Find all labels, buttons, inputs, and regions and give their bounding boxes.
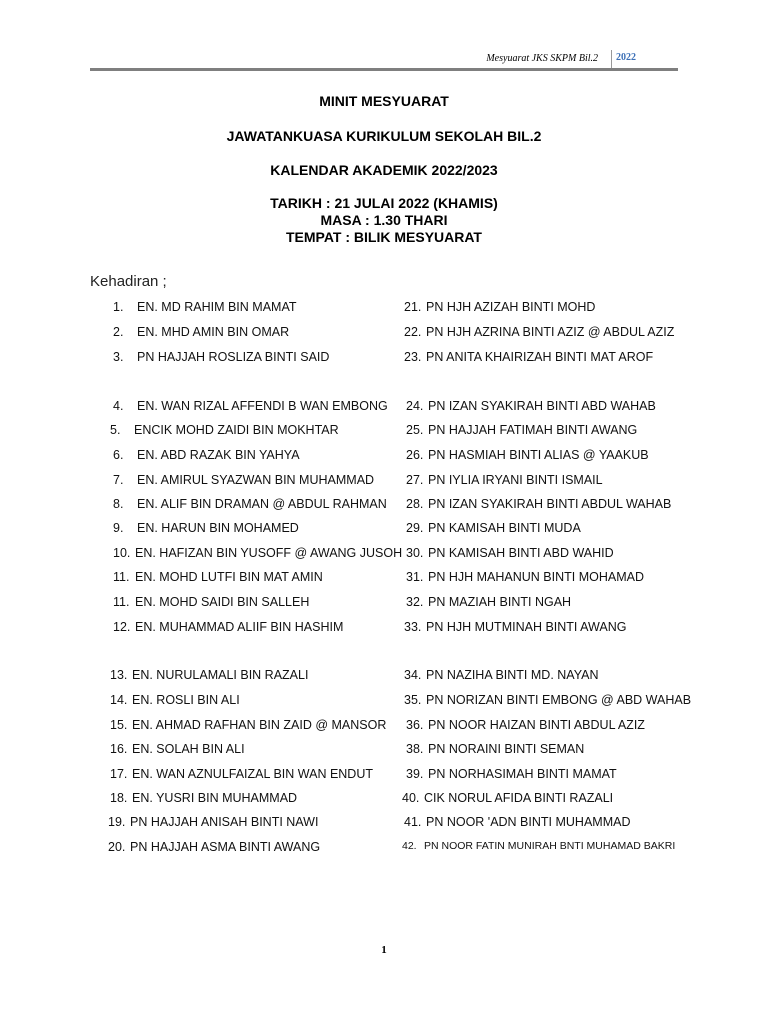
attendee-row: [110, 668, 308, 682]
attendee-row: [406, 497, 671, 511]
attendee-name: PN NOOR 'ADN BINTI MUHAMMAD: [426, 815, 631, 829]
attendee-number: 10.: [113, 546, 131, 560]
attendee-number: 14.: [110, 693, 128, 707]
attendee-row: [406, 595, 571, 609]
attendee-row: [406, 718, 645, 732]
attendee-row: [406, 570, 644, 584]
attendee-name: EN. MHD AMIN BIN OMAR: [137, 325, 290, 339]
attendee-row: [110, 718, 386, 732]
attendee-row: [406, 399, 656, 413]
attendee-row: [113, 473, 374, 487]
attendee-row: [108, 815, 318, 829]
attendee-number: 41.: [404, 815, 422, 829]
attendee-number: 35.: [404, 693, 422, 707]
attendee-row: [404, 815, 630, 829]
attendee-row: [404, 693, 691, 707]
attendee-number: 11.: [113, 595, 130, 609]
attendee-number: 25.: [406, 423, 424, 437]
attendee-row: [113, 595, 309, 609]
attendee-row: [406, 423, 637, 437]
attendee-number: 16.: [110, 742, 128, 756]
attendee-name: EN. SOLAH BIN ALI: [132, 742, 245, 756]
attendee-row: [110, 742, 245, 756]
attendee-name: EN. HARUN BIN MOHAMED: [137, 521, 299, 535]
attendee-number: 18.: [110, 791, 128, 805]
attendee-number: 40.: [402, 791, 420, 805]
attendee-number: 6.: [113, 448, 124, 462]
attendee-name: PN HASMIAH BINTI ALIAS @ YAAKUB: [428, 448, 649, 462]
attendee-row: [110, 693, 240, 707]
attendee-row: [110, 423, 339, 437]
attendee-name: PN NOOR FATIN MUNIRAH BNTI MUHAMAD BAKRI: [424, 840, 676, 852]
attendee-row: [113, 570, 323, 584]
attendee-name: PN NORHASIMAH BINTI MAMAT: [428, 767, 617, 781]
attendee-name: EN. MD RAHIM BIN MAMAT: [137, 300, 297, 314]
attendee-name: EN. ALIF BIN DRAMAN @ ABDUL RAHMAN: [137, 497, 387, 511]
calendar-title: KALENDAR AKADEMIK 2022/2023: [270, 162, 498, 178]
attendee-number: 34.: [404, 668, 422, 682]
header-separator: [611, 50, 612, 68]
attendee-number: 11.: [113, 570, 130, 584]
attendee-name: PN NORIZAN BINTI EMBONG @ ABD WAHAB: [426, 693, 692, 707]
attendee-name: EN. ABD RAZAK BIN YAHYA: [137, 448, 300, 462]
attendee-name: EN. HAFIZAN BIN YUSOFF @ AWANG JUSOH: [135, 546, 403, 560]
attendee-name: PN NAZIHA BINTI MD. NAYAN: [426, 668, 599, 682]
attendee-name: PN HJH AZIZAH BINTI MOHD: [426, 300, 596, 314]
attendee-row: [402, 840, 675, 852]
attendee-row: [113, 546, 402, 560]
attendee-number: 32.: [406, 595, 424, 609]
attendee-row: [113, 300, 297, 314]
attendee-name: EN. MOHD SAIDI BIN SALLEH: [135, 595, 310, 609]
attendee-name: CIK NORUL AFIDA BINTI RAZALI: [424, 791, 614, 805]
attendee-row: [402, 791, 613, 805]
attendee-number: 24.: [406, 399, 424, 413]
attendee-row: [404, 325, 674, 339]
meeting-venue: TEMPAT : BILIK MESYUARAT: [286, 229, 482, 245]
attendee-name: EN. ROSLI BIN ALI: [132, 693, 240, 707]
page-header: [90, 50, 678, 68]
attendee-number: 23.: [404, 350, 422, 364]
attendee-number: 21.: [404, 300, 422, 314]
meeting-date: TARIKH : 21 JULAI 2022 (KHAMIS): [270, 195, 498, 211]
attendee-row: [110, 767, 373, 781]
attendee-row: [113, 497, 387, 511]
attendee-name: PN KAMISAH BINTI ABD WAHID: [428, 546, 614, 560]
attendee-number: 12.: [113, 620, 131, 634]
attendee-name: PN HJH AZRINA BINTI AZIZ @ ABDUL AZIZ: [426, 325, 675, 339]
attendee-row: [406, 546, 614, 560]
attendee-name: PN HAJJAH ASMA BINTI AWANG: [130, 840, 321, 854]
attendee-row: [404, 620, 626, 634]
attendee-name: EN. AHMAD RAFHAN BIN ZAID @ MANSOR: [132, 718, 387, 732]
attendee-number: 17.: [110, 767, 128, 781]
attendee-row: [110, 791, 297, 805]
attendance-label: Kehadiran ;: [90, 273, 167, 290]
attendee-row: [404, 300, 595, 314]
attendee-row: [108, 840, 320, 854]
attendee-number: 42.: [402, 840, 417, 852]
attendee-number: 9.: [113, 521, 124, 535]
committee-title: JAWATANKUASA KURIKULUM SEKOLAH BIL.2: [226, 128, 542, 144]
attendee-number: 38.: [406, 742, 424, 756]
attendee-number: 15.: [110, 718, 128, 732]
attendee-name: PN HJH MUTMINAH BINTI AWANG: [426, 620, 627, 634]
attendee-name: ENCIK MOHD ZAIDI BIN MOKHTAR: [134, 423, 339, 437]
attendee-row: [406, 742, 584, 756]
attendee-number: 28.: [406, 497, 424, 511]
attendee-number: 19.: [108, 815, 126, 829]
attendee-name: PN NORAINI BINTI SEMAN: [428, 742, 585, 756]
attendee-name: EN. MOHD LUTFI BIN MAT AMIN: [135, 570, 323, 584]
attendee-number: 39.: [406, 767, 424, 781]
attendee-row: [113, 325, 289, 339]
attendee-number: 3.: [113, 350, 124, 364]
attendee-number: 31.: [406, 570, 424, 584]
attendee-number: 29.: [406, 521, 424, 535]
attendee-name: PN HJH MAHANUN BINTI MOHAMAD: [428, 570, 644, 584]
attendee-name: PN IZAN SYAKIRAH BINTI ABDUL WAHAB: [428, 497, 672, 511]
attendee-name: EN. YUSRI BIN MUHAMMAD: [132, 791, 298, 805]
attendee-name: EN. WAN RIZAL AFFENDI B WAN EMBONG: [137, 399, 388, 413]
attendee-name: PN IZAN SYAKIRAH BINTI ABD WAHAB: [428, 399, 656, 413]
meeting-time: MASA : 1.30 THARI: [320, 212, 448, 228]
attendee-name: PN KAMISAH BINTI MUDA: [428, 521, 581, 535]
attendee-row: [406, 521, 581, 535]
header-text: Mesyuarat JKS SKPM Bil.2: [486, 53, 598, 64]
attendee-name: PN IYLIA IRYANI BINTI ISMAIL: [428, 473, 603, 487]
attendee-name: EN. NURULAMALI BIN RAZALI: [132, 668, 309, 682]
attendee-row: [406, 448, 649, 462]
attendee-row: [406, 767, 617, 781]
attendee-number: 1.: [113, 300, 124, 314]
attendee-number: 7.: [113, 473, 124, 487]
attendee-name: PN HAJJAH ROSLIZA BINTI SAID: [137, 350, 330, 364]
attendee-row: [113, 350, 329, 364]
attendee-number: 33.: [404, 620, 422, 634]
attendee-name: PN HAJJAH FATIMAH BINTI AWANG: [428, 423, 638, 437]
attendee-number: 13.: [110, 668, 128, 682]
attendee-row: [113, 521, 299, 535]
header-year: 2022: [616, 52, 636, 63]
attendee-row: [113, 399, 388, 413]
attendee-row: [404, 350, 653, 364]
attendee-name: PN MAZIAH BINTI NGAH: [428, 595, 572, 609]
attendee-row: [406, 473, 603, 487]
attendee-name: EN. WAN AZNULFAIZAL BIN WAN ENDUT: [132, 767, 373, 781]
attendee-number: 36.: [406, 718, 424, 732]
attendee-number: 5.: [110, 423, 121, 437]
attendee-number: 22.: [404, 325, 422, 339]
attendee-number: 4.: [113, 399, 124, 413]
attendee-row: [404, 668, 598, 682]
attendee-row: [113, 448, 300, 462]
attendee-number: 26.: [406, 448, 424, 462]
attendee-row: [113, 620, 343, 634]
attendee-name: PN ANITA KHAIRIZAH BINTI MAT AROF: [426, 350, 654, 364]
page-number: 1: [381, 944, 387, 956]
attendee-number: 20.: [108, 840, 126, 854]
attendee-name: EN. MUHAMMAD ALIIF BIN HASHIM: [135, 620, 344, 634]
doc-title: MINIT MESYUARAT: [319, 93, 449, 109]
attendee-name: EN. AMIRUL SYAZWAN BIN MUHAMMAD: [137, 473, 375, 487]
header-rule: [90, 68, 678, 71]
attendee-number: 27.: [406, 473, 424, 487]
attendee-name: PN HAJJAH ANISAH BINTI NAWI: [130, 815, 319, 829]
attendee-number: 8.: [113, 497, 124, 511]
attendee-number: 30.: [406, 546, 424, 560]
attendee-number: 2.: [113, 325, 124, 339]
attendee-name: PN NOOR HAIZAN BINTI ABDUL AZIZ: [428, 718, 645, 732]
